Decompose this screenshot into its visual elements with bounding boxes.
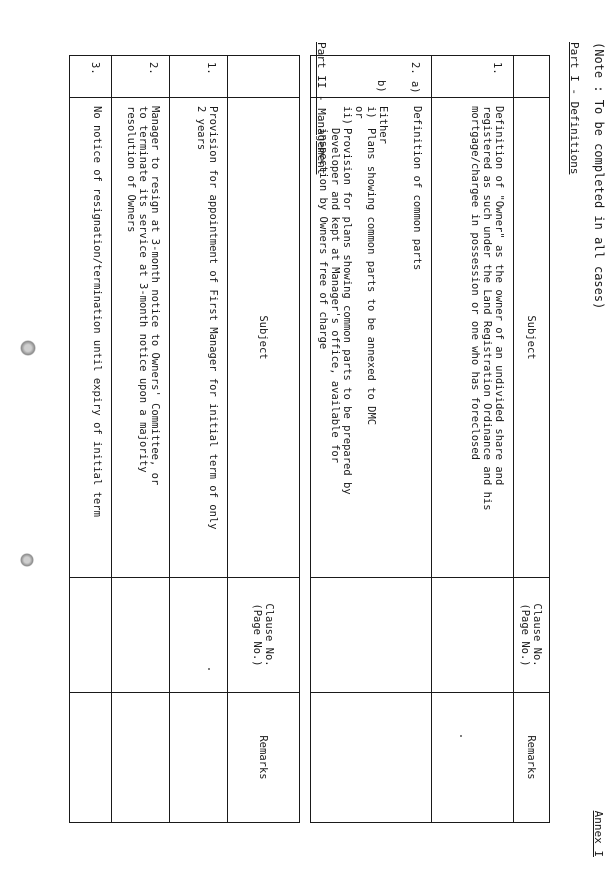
- table-header-row: [228, 56, 300, 823]
- subject-header: Subject: [514, 98, 550, 578]
- number-header: [514, 56, 550, 98]
- row-subject: [70, 98, 112, 578]
- annex-label: Annex I: [592, 810, 605, 857]
- clause-cell: [311, 578, 432, 693]
- clause-header: [514, 578, 550, 693]
- remarks-cell: [112, 693, 170, 823]
- option-ii-line: inspection by Owners free of charge: [317, 128, 329, 350]
- row-number: 2.: [112, 56, 170, 98]
- definitions-table: [310, 55, 550, 823]
- clause-cell: [170, 578, 228, 693]
- note-text: (Note : To be completed in all cases): [592, 42, 606, 310]
- row-number: 1.: [170, 56, 228, 98]
- clause-header-line2: (Page No.): [519, 603, 532, 667]
- subject-line: Manager to resign at 3-month notice to Owners' Committee, or: [149, 106, 161, 486]
- clause-header: [228, 578, 300, 693]
- subject-line: No notice of resignation/termination until expiry of initial term: [91, 106, 103, 517]
- option-i: [365, 106, 377, 571]
- option-ii: [341, 106, 353, 571]
- clause-cell: [112, 578, 170, 693]
- clause-header-line1: Clause No.: [263, 603, 276, 667]
- management-table: [69, 55, 300, 823]
- subject-line: Definition of "Owner" as the owner of an undivided share and: [493, 106, 505, 486]
- number-header: [228, 56, 300, 98]
- table-row: [112, 56, 170, 823]
- punch-hole-mark: [20, 553, 34, 567]
- subject-either: Either: [377, 106, 389, 144]
- option-i-label: i): [365, 106, 377, 119]
- subject-line: 2 years: [195, 106, 207, 151]
- remarks-cell: [70, 693, 112, 823]
- remarks-header: Remarks: [514, 693, 550, 823]
- punch-hole-mark: [20, 340, 36, 356]
- option-ii-label: ii): [341, 106, 353, 125]
- table-row: [311, 56, 432, 823]
- subject-line: registered as such under the Land Registration Ordinance and his: [481, 106, 493, 511]
- row-number: [311, 56, 432, 98]
- subject-line: resolution of Owners: [125, 106, 137, 233]
- row-number-b: b): [375, 80, 387, 93]
- subject-line: mortgage/chargee in possession or one who has foreclosed: [469, 106, 481, 461]
- option-ii-line: Provision for plans showing common parts to be prepared by: [341, 128, 353, 495]
- remarks-cell: [311, 693, 432, 823]
- remarks-cell: [170, 693, 228, 823]
- row-number: 3.: [70, 56, 112, 98]
- scan-dust: [460, 735, 462, 737]
- remarks-cell: [432, 693, 514, 823]
- subject-header: Subject: [228, 98, 300, 578]
- table-row: [170, 56, 228, 823]
- table-row: [432, 56, 514, 823]
- subject-line: Definition of common parts: [411, 106, 423, 271]
- option-i-text: Plans showing common parts to be annexed to DMC: [365, 128, 377, 426]
- row-number-a: 2. a): [409, 62, 421, 94]
- clause-header-line1: Clause No.: [531, 603, 544, 667]
- row-subject: [311, 98, 432, 578]
- option-ii-line: Developer and kept at Manager's office, available for: [329, 128, 341, 464]
- row-subject: [432, 98, 514, 578]
- subject-line: to terminate its service at 3-month notice upon a majority: [137, 106, 149, 473]
- subject-or: or: [353, 106, 365, 119]
- row-number: 1.: [432, 56, 514, 98]
- row-subject: [112, 98, 170, 578]
- part2-title: Part II - Management: [315, 42, 328, 175]
- remarks-header: Remarks: [228, 693, 300, 823]
- clause-header-line2: (Page No.): [251, 603, 264, 667]
- scan-dust: [208, 668, 210, 670]
- row-subject: [170, 98, 228, 578]
- table-row: [70, 56, 112, 823]
- clause-cell: [432, 578, 514, 693]
- table-header-row: [514, 56, 550, 823]
- clause-cell: [70, 578, 112, 693]
- subject-line: Provision for appointment of First Manager for initial term of only: [207, 106, 219, 530]
- part1-title: Part I - Definitions: [568, 42, 581, 175]
